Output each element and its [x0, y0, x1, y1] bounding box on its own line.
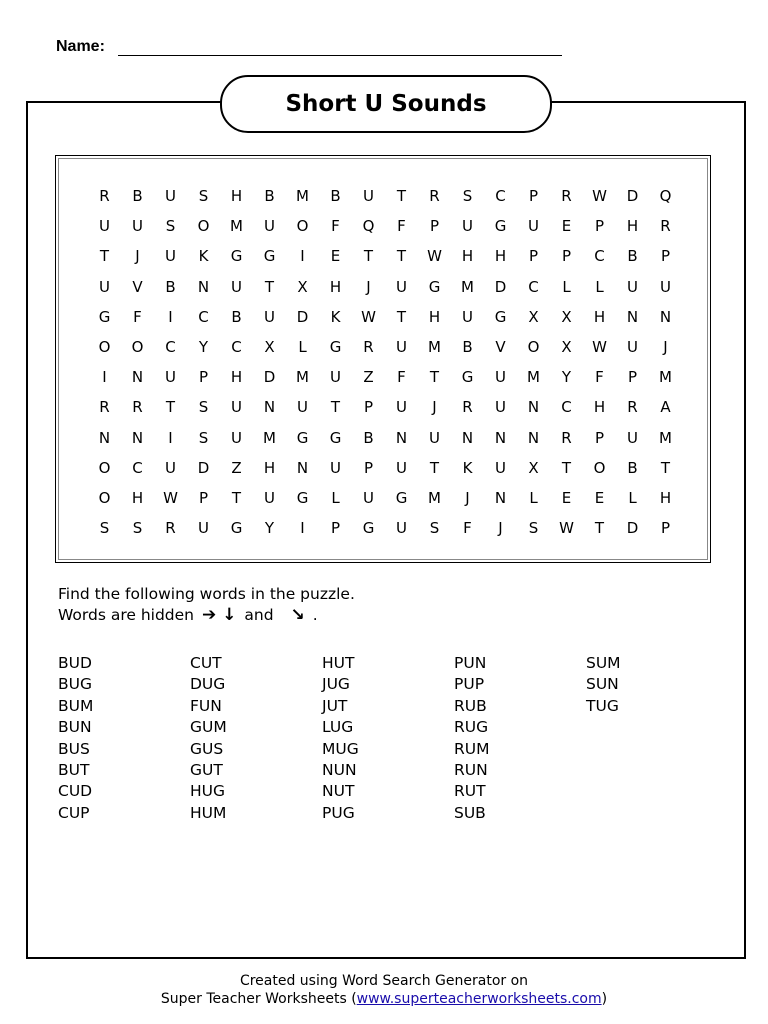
word-item: HUM: [190, 803, 227, 822]
grid-letter: P: [429, 217, 440, 236]
grid-letter: W: [361, 307, 376, 326]
word-item: HUG: [190, 782, 226, 801]
grid-letter: O: [593, 458, 606, 477]
grid-letter: G: [296, 488, 309, 507]
grid-letter: U: [99, 277, 110, 296]
grid-letter: R: [99, 398, 110, 417]
grid-letter: I: [300, 519, 305, 538]
grid-letter: G: [395, 488, 408, 507]
word-list: [58, 653, 718, 824]
grid-letter: P: [594, 217, 605, 236]
grid-letter: D: [626, 519, 639, 538]
grid-letter: U: [264, 488, 275, 507]
grid-letter: H: [428, 307, 441, 326]
grid-letter: H: [263, 458, 276, 477]
word-item: JUG: [322, 675, 350, 694]
outer-frame-top-left: [26, 101, 222, 103]
grid-letter: L: [298, 337, 307, 356]
grid-letter: C: [594, 247, 605, 266]
grid-letter: B: [627, 458, 638, 477]
grid-letter: F: [331, 217, 340, 236]
grid-letter: H: [230, 187, 243, 205]
grid-letter: L: [562, 277, 571, 296]
word-item: CUP: [58, 803, 90, 822]
grid-letter: H: [593, 307, 606, 326]
arrow-down-icon: ↓: [222, 605, 237, 625]
grid-letter: U: [330, 368, 341, 387]
grid-letter: U: [297, 398, 308, 417]
grid-letter: X: [561, 307, 572, 326]
grid-letter: I: [168, 307, 173, 326]
word-item: BUT: [58, 760, 90, 779]
grid-letter: R: [99, 187, 110, 205]
grid-letter: F: [397, 217, 406, 236]
grid-row: [88, 457, 682, 487]
word-item: BUN: [58, 718, 92, 737]
word-item: SUM: [586, 654, 621, 672]
word-item: RUB: [454, 696, 487, 715]
grid-letter: N: [461, 428, 474, 447]
grid-letter: E: [594, 488, 605, 507]
grid-letter: U: [495, 368, 506, 387]
grid-letter: T: [231, 488, 242, 507]
grid-letter: P: [594, 428, 605, 447]
word-item: LUG: [322, 718, 354, 737]
grid-letter: P: [660, 519, 671, 538]
grid-letter: F: [397, 368, 406, 387]
grid-letter: K: [330, 307, 341, 326]
grid-letter: G: [98, 307, 111, 326]
grid-letter: L: [628, 488, 637, 507]
word-item: NUN: [322, 760, 357, 779]
grid-letter: P: [561, 247, 572, 266]
grid-letter: U: [495, 458, 506, 477]
grid-letter: P: [198, 488, 209, 507]
grid-letter: M: [263, 428, 276, 447]
outer-frame-top-right: [548, 101, 744, 103]
grid-letter: B: [363, 428, 374, 447]
grid-letter: S: [132, 519, 143, 538]
grid-letter: S: [462, 187, 473, 205]
grid-letter: H: [329, 277, 342, 296]
grid-letter: O: [131, 337, 144, 356]
grid-letter: C: [561, 398, 572, 417]
word-item: RUT: [454, 782, 486, 801]
grid-letter: V: [495, 337, 506, 356]
grid-letter: R: [660, 217, 671, 236]
word-item: HUT: [322, 654, 355, 672]
word-item: CUT: [190, 654, 222, 672]
grid-letter: J: [465, 488, 470, 507]
grid-letter: Y: [561, 368, 572, 387]
grid-letter: W: [592, 187, 607, 205]
word-item: MUG: [322, 739, 359, 758]
instructions-prefix: Words are hidden: [58, 606, 195, 624]
grid-letter: R: [627, 398, 638, 417]
grid-letter: U: [264, 307, 275, 326]
letter-grid: [88, 185, 682, 547]
instructions-line-1: Find the following words in the puzzle.: [58, 585, 355, 603]
grid-letter: N: [659, 307, 672, 326]
grid-letter: P: [363, 398, 374, 417]
grid-letter: X: [561, 337, 572, 356]
grid-letter: E: [561, 488, 572, 507]
grid-letter: X: [297, 277, 308, 296]
grid-letter: U: [165, 368, 176, 387]
grid-letter: T: [396, 307, 407, 326]
grid-letter: C: [495, 187, 506, 205]
grid-letter: U: [396, 458, 407, 477]
grid-letter: N: [131, 428, 144, 447]
grid-letter: O: [527, 337, 540, 356]
grid-letter: T: [396, 187, 407, 205]
grid-letter: R: [132, 398, 143, 417]
grid-letter: R: [429, 187, 440, 205]
grid-row: [88, 185, 682, 215]
word-column: [190, 653, 322, 824]
instructions-period: .: [312, 606, 318, 624]
word-item: SUN: [586, 675, 619, 694]
footer-line-1: Created using Word Search Generator on: [239, 973, 529, 989]
grid-letter: U: [462, 217, 473, 236]
grid-letter: L: [595, 277, 604, 296]
grid-letter: T: [594, 519, 605, 538]
grid-letter: S: [198, 398, 209, 417]
grid-row: [88, 366, 682, 396]
grid-letter: X: [528, 307, 539, 326]
grid-letter: B: [627, 247, 638, 266]
word-item: BUG: [58, 675, 92, 694]
name-label: Name:: [56, 38, 105, 55]
word-column: [586, 653, 718, 824]
word-item: NUT: [322, 782, 355, 801]
grid-letter: U: [396, 398, 407, 417]
footer-link[interactable]: www.superteacherworksheets.com: [356, 991, 602, 1007]
grid-letter: C: [132, 458, 143, 477]
grid-letter: M: [296, 368, 309, 387]
grid-letter: N: [131, 368, 144, 387]
grid-letter: U: [396, 519, 407, 538]
grid-letter: T: [165, 398, 176, 417]
grid-letter: C: [528, 277, 539, 296]
word-item: PUP: [454, 675, 485, 694]
grid-letter: Y: [264, 519, 275, 538]
grid-letter: T: [429, 458, 440, 477]
grid-letter: R: [462, 398, 473, 417]
grid-letter: I: [168, 428, 173, 447]
grid-letter: V: [132, 277, 143, 296]
grid-letter: B: [132, 187, 143, 205]
word-item: BUD: [58, 654, 92, 672]
footer-line-2: [0, 990, 768, 1008]
footer-prefix: Super Teacher Worksheets (: [160, 991, 357, 1007]
grid-letter: G: [230, 519, 243, 538]
grid-row: [88, 245, 682, 275]
grid-letter: U: [264, 217, 275, 236]
grid-letter: M: [296, 187, 309, 205]
word-column: [454, 653, 586, 824]
grid-letter: B: [264, 187, 275, 205]
grid-letter: T: [363, 247, 374, 266]
grid-letter: L: [529, 488, 538, 507]
grid-letter: G: [329, 428, 342, 447]
grid-letter: F: [133, 307, 142, 326]
grid-letter: P: [528, 187, 539, 205]
grid-row: [88, 396, 682, 426]
grid-letter: S: [429, 519, 440, 538]
grid-letter: S: [99, 519, 110, 538]
grid-letter: J: [432, 398, 437, 417]
instructions: [58, 584, 355, 626]
grid-letter: J: [498, 519, 503, 538]
grid-row: [88, 276, 682, 306]
grid-letter: N: [626, 307, 639, 326]
grid-letter: G: [329, 337, 342, 356]
grid-letter: C: [165, 337, 176, 356]
grid-letter: H: [494, 247, 507, 266]
grid-letter: N: [494, 488, 507, 507]
grid-letter: H: [461, 247, 474, 266]
word-item: DUG: [190, 675, 226, 694]
grid-letter: M: [230, 217, 243, 236]
grid-letter: D: [494, 277, 507, 296]
grid-letter: U: [132, 217, 143, 236]
grid-letter: N: [527, 398, 540, 417]
grid-row: [88, 487, 682, 517]
grid-letter: D: [296, 307, 309, 326]
grid-letter: U: [231, 398, 242, 417]
grid-letter: N: [527, 428, 540, 447]
grid-letter: G: [494, 217, 507, 236]
grid-letter: J: [135, 247, 140, 266]
grid-letter: Z: [363, 368, 374, 387]
instructions-line-2: [58, 605, 355, 626]
grid-letter: N: [98, 428, 111, 447]
page-title: Short U Sounds: [285, 91, 487, 117]
grid-letter: N: [395, 428, 408, 447]
grid-letter: K: [462, 458, 473, 477]
grid-letter: D: [626, 187, 639, 205]
grid-letter: M: [461, 277, 474, 296]
word-item: BUS: [58, 739, 90, 758]
grid-letter: N: [197, 277, 210, 296]
grid-letter: U: [198, 519, 209, 538]
grid-letter: R: [561, 428, 572, 447]
grid-letter: N: [263, 398, 276, 417]
grid-letter: X: [264, 337, 275, 356]
grid-letter: M: [659, 368, 672, 387]
grid-letter: U: [627, 277, 638, 296]
grid-letter: H: [626, 217, 639, 236]
grid-row: [88, 427, 682, 457]
grid-letter: F: [463, 519, 472, 538]
grid-letter: U: [660, 277, 671, 296]
word-item: PUN: [454, 654, 487, 672]
grid-letter: M: [428, 337, 441, 356]
grid-letter: H: [659, 488, 672, 507]
grid-letter: S: [528, 519, 539, 538]
word-item: GUT: [190, 760, 223, 779]
grid-letter: P: [660, 247, 671, 266]
grid-letter: G: [428, 277, 441, 296]
arrow-right-icon: ➔: [201, 605, 217, 625]
grid-letter: D: [263, 368, 276, 387]
word-item: PUG: [322, 803, 355, 822]
grid-letter: R: [561, 187, 572, 205]
word-column: [58, 653, 190, 824]
word-item: GUS: [190, 739, 224, 758]
grid-row: [88, 517, 682, 547]
grid-letter: O: [197, 217, 210, 236]
grid-letter: N: [296, 458, 309, 477]
grid-letter: U: [231, 277, 242, 296]
grid-letter: M: [659, 428, 672, 447]
grid-letter: U: [528, 217, 539, 236]
grid-letter: I: [102, 368, 107, 387]
grid-letter: U: [627, 337, 638, 356]
grid-letter: T: [330, 398, 341, 417]
grid-letter: T: [429, 368, 440, 387]
grid-letter: X: [528, 458, 539, 477]
word-item: RUG: [454, 718, 489, 737]
grid-letter: H: [593, 398, 606, 417]
word-item: JUT: [322, 696, 348, 715]
grid-letter: U: [462, 307, 473, 326]
grid-letter: P: [627, 368, 638, 387]
grid-letter: G: [461, 368, 474, 387]
grid-letter: U: [231, 428, 242, 447]
name-line: [118, 55, 562, 56]
grid-letter: C: [231, 337, 242, 356]
grid-letter: N: [494, 428, 507, 447]
grid-letter: G: [230, 247, 243, 266]
word-column: [322, 653, 454, 824]
grid-letter: I: [300, 247, 305, 266]
grid-letter: E: [330, 247, 341, 266]
grid-letter: U: [495, 398, 506, 417]
grid-letter: R: [165, 519, 176, 538]
grid-letter: U: [429, 428, 440, 447]
grid-letter: T: [264, 277, 275, 296]
footer-suffix: ): [601, 991, 608, 1007]
grid-letter: B: [231, 307, 242, 326]
grid-letter: U: [396, 337, 407, 356]
grid-letter: G: [296, 428, 309, 447]
grid-letter: H: [230, 368, 243, 387]
grid-letter: F: [595, 368, 604, 387]
grid-letter: T: [561, 458, 572, 477]
word-item: BUM: [58, 696, 94, 715]
word-item: SUB: [454, 803, 486, 822]
grid-letter: E: [561, 217, 572, 236]
grid-letter: B: [330, 187, 341, 205]
grid-row: [88, 336, 682, 366]
grid-letter: G: [362, 519, 375, 538]
grid-letter: A: [660, 398, 671, 417]
grid-letter: U: [330, 458, 341, 477]
grid-letter: M: [428, 488, 441, 507]
title-box: [220, 75, 552, 133]
word-item: GUM: [190, 718, 227, 737]
grid-letter: Z: [231, 458, 242, 477]
grid-letter: H: [131, 488, 144, 507]
grid-letter: U: [165, 187, 176, 205]
grid-letter: O: [98, 337, 111, 356]
grid-letter: C: [198, 307, 209, 326]
grid-letter: R: [363, 337, 374, 356]
footer: [0, 972, 768, 1008]
grid-row: [88, 306, 682, 336]
grid-letter: U: [627, 428, 638, 447]
grid-letter: T: [396, 247, 407, 266]
grid-letter: M: [527, 368, 540, 387]
grid-letter: K: [198, 247, 209, 266]
grid-letter: J: [663, 337, 668, 356]
grid-letter: W: [427, 247, 442, 266]
grid-letter: U: [165, 247, 176, 266]
word-item: CUD: [58, 782, 93, 801]
word-item: FUN: [190, 696, 222, 715]
grid-letter: Q: [659, 187, 672, 205]
grid-letter: S: [198, 187, 209, 205]
grid-letter: O: [296, 217, 309, 236]
word-item: TUG: [586, 696, 619, 715]
grid-letter: G: [494, 307, 507, 326]
grid-letter: W: [163, 488, 178, 507]
grid-letter: O: [98, 458, 111, 477]
grid-letter: L: [331, 488, 340, 507]
grid-letter: U: [99, 217, 110, 236]
grid-letter: T: [660, 458, 671, 477]
grid-letter: Q: [362, 217, 375, 236]
grid-letter: Y: [198, 337, 209, 356]
grid-letter: D: [197, 458, 210, 477]
grid-letter: W: [559, 519, 574, 538]
grid-letter: U: [165, 458, 176, 477]
grid-letter: S: [165, 217, 176, 236]
grid-letter: P: [198, 368, 209, 387]
grid-letter: U: [363, 488, 374, 507]
grid-letter: U: [396, 277, 407, 296]
grid-letter: S: [198, 428, 209, 447]
grid-letter: W: [592, 337, 607, 356]
grid-letter: B: [165, 277, 176, 296]
grid-row: [88, 215, 682, 245]
grid-letter: G: [263, 247, 276, 266]
word-item: RUM: [454, 739, 490, 758]
grid-letter: B: [462, 337, 473, 356]
grid-letter: O: [98, 488, 111, 507]
grid-letter: T: [99, 247, 110, 266]
arrow-diagonal-icon: ↘: [290, 605, 305, 625]
grid-letter: J: [366, 277, 371, 296]
instructions-and: and: [244, 606, 274, 624]
grid-letter: P: [528, 247, 539, 266]
grid-letter: P: [363, 458, 374, 477]
grid-letter: P: [330, 519, 341, 538]
word-item: RUN: [454, 760, 488, 779]
grid-letter: U: [363, 187, 374, 205]
